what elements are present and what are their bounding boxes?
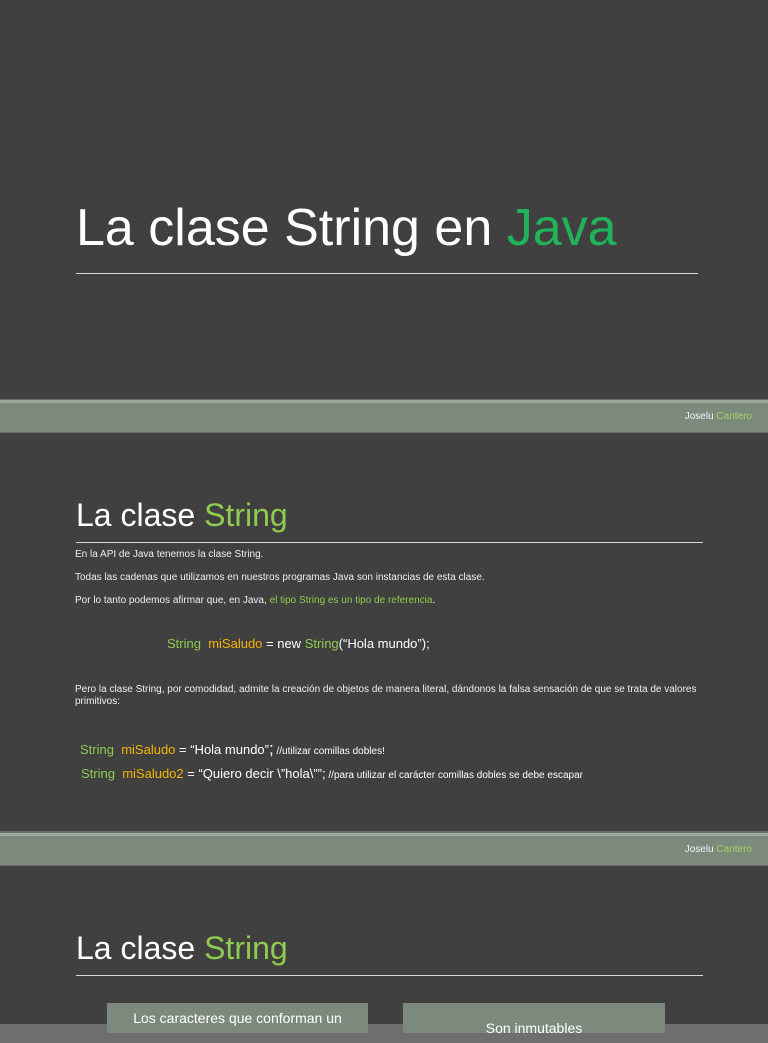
content-slide-string-class (0, 433, 768, 831)
code-value: = “Quiero decir \”hola\””; (183, 766, 326, 781)
footer-author (685, 411, 752, 422)
info-box-text: Son inmutables (485, 1020, 583, 1036)
code-variable: miSaludo2 (122, 766, 184, 781)
heading-underline (76, 975, 703, 976)
code-line-new-string (167, 636, 430, 651)
code-line-escaped (81, 766, 583, 781)
paragraph-reference-type (75, 595, 705, 607)
code-arguments: (“Hola mundo”); (338, 636, 430, 651)
code-line-literal (80, 739, 385, 759)
code-semicolon: ; (268, 739, 274, 758)
slide-title-accent: Java (506, 199, 617, 257)
footer-author (685, 844, 752, 855)
para3-text: Por lo tanto podemos afirmar que, en Java, (75, 595, 270, 606)
para3-end: . (432, 595, 436, 606)
heading-main: La clase (76, 497, 205, 533)
slide-heading (76, 930, 288, 967)
code-variable: miSaludo (208, 636, 263, 651)
paragraph-api: En la API de Java tenemos la clase String. (75, 549, 264, 560)
heading-accent: String (204, 497, 288, 533)
code-value: = “Hola mundo” (175, 742, 269, 757)
code-comment: //para utilizar el carácter comillas dobles se debe escapar (325, 770, 583, 781)
code-operator: = new (262, 636, 305, 651)
slide-footer (0, 400, 768, 432)
code-type: String (304, 636, 339, 651)
info-box-immutable (403, 1003, 665, 1036)
heading-main: La clase (76, 930, 205, 966)
slide-footer (0, 833, 768, 865)
author-last-name: Cantero (716, 844, 752, 855)
info-box-text: Los caracteres que conforman un (133, 1010, 342, 1026)
info-box-characters (107, 1003, 368, 1033)
title-slide (0, 0, 768, 399)
content-slide-string-properties (0, 866, 768, 1036)
code-comment: //utilizar comillas dobles! (273, 746, 385, 757)
para3-highlight: el tipo String es un tipo de referencia (269, 595, 433, 606)
code-type: String (80, 742, 114, 757)
paragraph-literal: Pero la clase String, por comodidad, admite la creación de objetos de manera literal, dándonos la falsa sensación de que se trata de valores primitivos: (75, 684, 697, 707)
code-type: String (81, 766, 115, 781)
slide-heading (76, 497, 288, 534)
paragraph-instances: Todas las cadenas que utilizamos en nuestros programas Java son instancias de esta clase. (75, 572, 485, 583)
slide-title (76, 198, 617, 258)
code-variable: miSaludo (121, 742, 176, 757)
author-first-name: Joselu (684, 411, 717, 422)
author-first-name: Joselu (684, 844, 717, 855)
title-underline (76, 273, 698, 274)
code-type: String (167, 636, 201, 651)
heading-underline (76, 542, 703, 543)
author-last-name: Cantero (716, 411, 752, 422)
heading-accent: String (204, 930, 288, 966)
slide-title-main: La clase String en (76, 199, 507, 257)
